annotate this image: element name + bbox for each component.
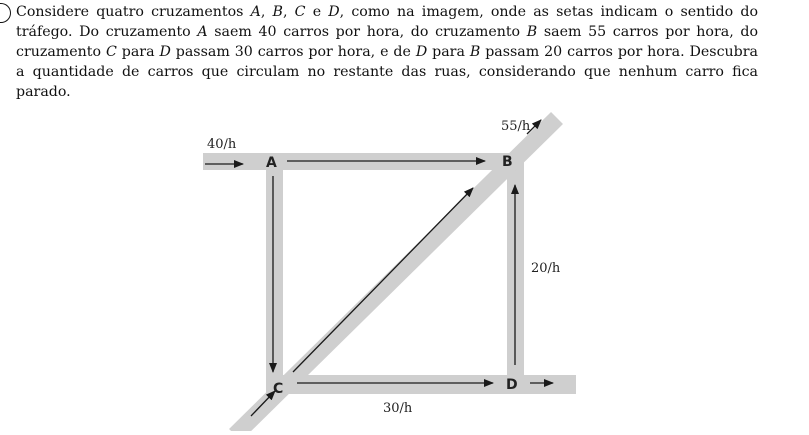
node-a: A — [266, 155, 277, 171]
text-segment: , — [260, 4, 273, 20]
road-c-d — [266, 375, 576, 394]
label-b-out: 55/h — [501, 119, 531, 134]
road-a-c — [266, 153, 283, 385]
math-variable: D — [415, 44, 428, 60]
math-variable: B — [469, 44, 481, 60]
text-segment: passam 20 carros por hora. Descubra a quantidade de carros que circulam no restante das ruas, considerando que nenhum carro fica parado. — [16, 44, 758, 100]
traffic-diagram-svg — [195, 110, 585, 431]
arrow-c-b — [293, 188, 473, 372]
node-d: D — [506, 377, 518, 393]
text-segment: , — [282, 4, 295, 20]
traffic-diagram — [195, 110, 585, 431]
item-bracket-icon — [0, 3, 11, 23]
text-segment: para — [427, 44, 470, 60]
math-variable: A — [250, 4, 261, 20]
text-segment: saem 40 carros por hora, do cruzamento — [207, 24, 527, 40]
text-segment: para — [116, 44, 160, 60]
label-c-to-d: 30/h — [383, 401, 413, 416]
label-a-in: 40/h — [207, 137, 237, 152]
roads — [203, 118, 576, 431]
math-variable: B — [272, 4, 283, 20]
text-segment: e — [305, 4, 329, 20]
text-segment: passam 30 carros por hora, e de — [170, 44, 416, 60]
text-segment: Considere quatro cruzamentos — [16, 4, 251, 20]
math-variable: C — [105, 44, 117, 60]
node-c: C — [273, 381, 284, 397]
text-segment: , como na imagem, onde as setas indicam o sentido do tráfego. Do cruzamento — [16, 4, 758, 40]
label-d-to-b: 20/h — [531, 261, 561, 276]
math-variable: A — [197, 24, 208, 40]
problem-statement — [0, 0, 809, 100]
text-segment: saem 55 carros por hora, do cruzamento — [16, 24, 759, 60]
math-variable: D — [328, 4, 340, 20]
node-b: B — [502, 154, 513, 170]
math-variable: C — [294, 4, 306, 20]
math-variable: B — [526, 24, 538, 40]
math-variable: D — [159, 44, 171, 60]
problem-text — [16, 2, 758, 102]
